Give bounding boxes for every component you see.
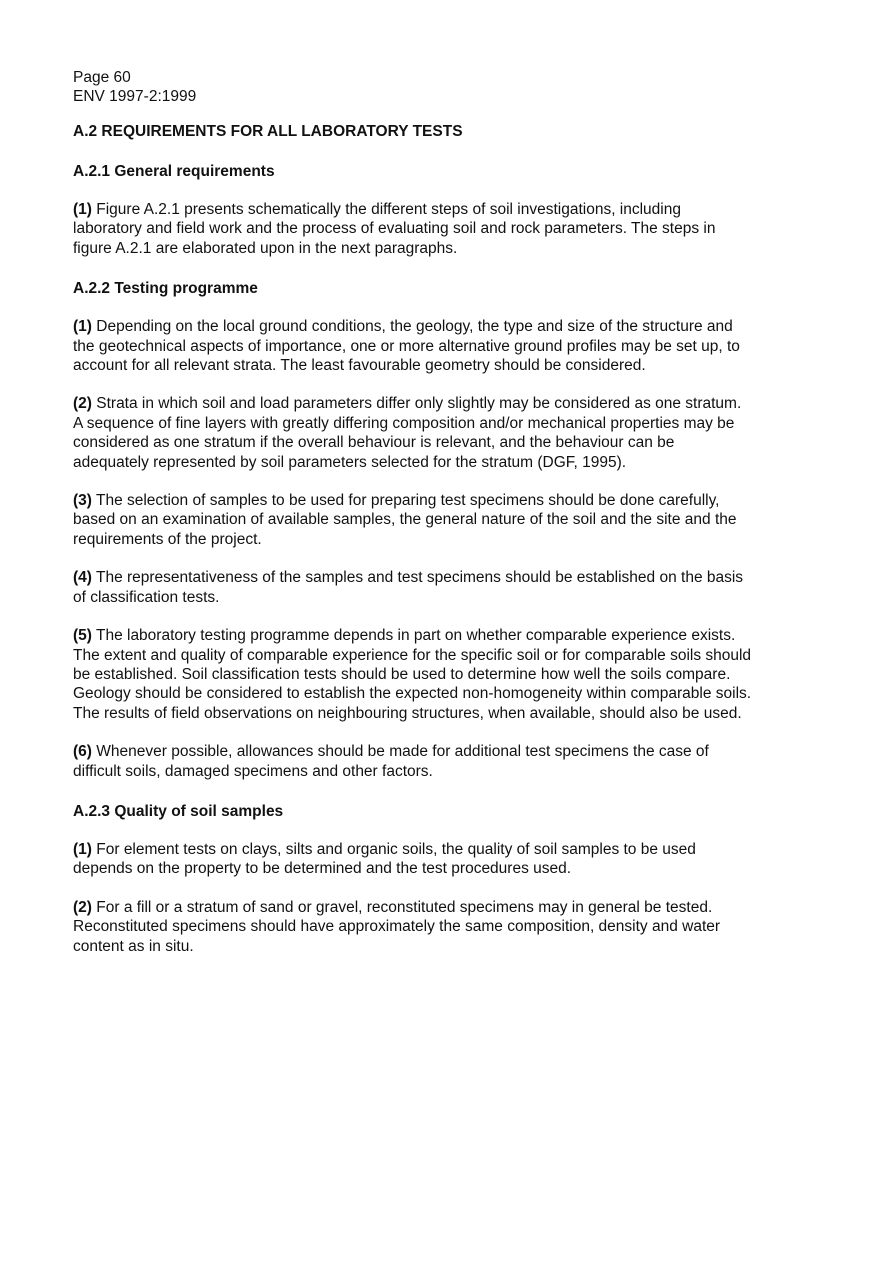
paragraph-number: (3) [73, 492, 92, 510]
paragraph-number: (1) [73, 318, 92, 336]
paragraph-number: (5) [73, 627, 92, 645]
paragraph-number: (2) [73, 898, 92, 916]
paragraph [73, 394, 753, 472]
paragraph [73, 898, 753, 956]
paragraph [73, 742, 753, 781]
page-number: Page 60 [73, 69, 131, 86]
paragraph-text: The selection of samples to be used for preparing test specimens should be done carefully, based on an examination of available samples, the general nature of the soil and the site and the requirements of the project. [73, 492, 737, 548]
paragraph-number: (1) [73, 840, 92, 858]
paragraph-number: (6) [73, 743, 92, 761]
subsection-title-quality-of-soil-samples: A.2.3 Quality of soil samples [73, 802, 284, 820]
paragraph [73, 317, 753, 375]
paragraph-text: The laboratory testing programme depends in part on whether comparable experience exists. The extent and quality of comparable experience for the specific soil or for comparable soils should be established. Soil classification tests should be used to determine how well the soils compare. Geology should be considered to establish the expected non-homogeneity within comparable soils. The results of field observations on neighbouring structures, when available, should also be used. [73, 627, 752, 722]
paragraph-number: (1) [73, 201, 92, 218]
subsection-title-testing-programme: A.2.2 Testing programme [73, 280, 258, 298]
subsection-title-general-requirements: A.2.1 General requirements [73, 163, 275, 180]
paragraph-text: Depending on the local ground conditions, the geology, the type and size of the structure and the geotechnical aspects of importance, one or more alternative ground profiles may be set up, to account for all relevant strata. The least favourable geometry should be considered. [73, 318, 740, 375]
paragraph [73, 626, 753, 723]
paragraph-text: For element tests on clays, silts and organic soils, the quality of soil samples to be used depends on the property to be determined and the test procedures used. [73, 840, 696, 878]
paragraph-number: (4) [73, 569, 92, 587]
paragraph [73, 491, 753, 549]
paragraph [73, 200, 753, 258]
paragraph-text: For a fill or a stratum of sand or gravel, reconstituted specimens may in general be tested. Reconstituted specimens should have approximately the same composition, density and water content as in situ. [73, 898, 721, 955]
paragraph [73, 568, 753, 607]
section-title: A.2 REQUIREMENTS FOR ALL LABORATORY TESTS [73, 123, 463, 140]
standard-reference: ENV 1997-2:1999 [73, 88, 197, 105]
paragraph [73, 840, 753, 879]
paragraph-number: (2) [73, 395, 92, 413]
paragraph-text: The representativeness of the samples and test specimens should be established on the basis of classification tests. [73, 569, 744, 606]
document-page [73, 68, 753, 956]
paragraph-text: Whenever possible, allowances should be made for additional test specimens the case of difficult soils, damaged specimens and other factors. [73, 743, 709, 780]
paragraph-text: Figure A.2.1 presents schematically the different steps of soil investigations, including laboratory and field work and the process of evaluating soil and rock parameters. The steps in figure A.2.1 are elaborated upon in the next paragraphs. [73, 201, 716, 257]
paragraph-text: Strata in which soil and load parameters differ only slightly may be considered as one stratum. A sequence of fine layers with greatly differing composition and/or mechanical properties may be considered as one stratum if the overall behaviour is relevant, and the behaviour can be adequately represented by soil parameters selected for the stratum (DGF, 1995). [73, 395, 742, 471]
